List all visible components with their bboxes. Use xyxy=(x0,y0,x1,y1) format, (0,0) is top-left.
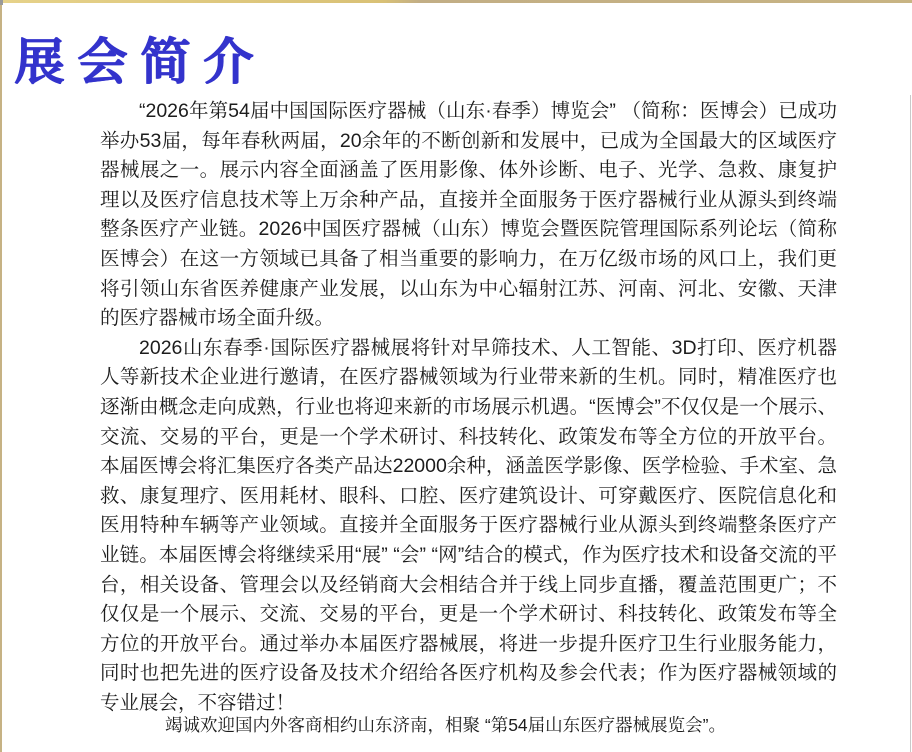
top-gold-border xyxy=(0,0,912,3)
top-left-corner-mark xyxy=(0,0,3,5)
closing-invitation-line: 竭诚欢迎国内外客商相约山东济南，相聚 “第54届山东医疗器械展览会”。 xyxy=(165,715,726,735)
left-gold-border xyxy=(0,0,2,752)
right-gray-border xyxy=(910,95,911,752)
intro-body xyxy=(100,97,837,718)
intro-paragraph-1: “2026年第54届中国国际医疗器械（山东·春季）博览会” （简称：医博会）已成功举办53届，每年春秋两届，20余年的不断创新和发展中，已成为全国最大的区域医疗器械展之一。展示内容全面涵盖了医用影像、体外诊断、电子、光学、急救、康复护理以及医疗信息技术等上万余种产品，直接并全面服务于医疗器械行业从源头到终端整条医疗产业链。2026中国医疗器械（山东）博览会暨医院管理国际系列论坛（简称医博会）在这一方领域已具备了相当重要的影响力，在万亿级市场的风口上，我们更将引领山东省医养健康产业发展，以山东为中心辐射江苏、河南、河北、安徽、天津的医疗器械市场全面升级。 xyxy=(100,100,837,330)
page-title: 展会简介 xyxy=(14,32,266,91)
intro-paragraph-2: 2026山东春季·国际医疗器械展将针对早筛技术、人工智能、3D打印、医疗机器人等新技术企业进行邀请，在医疗器械领域为行业带来新的生机。同时，精准医疗也逐渐由概念走向成熟，行业也将迎来新的市场展示机遇。“医博会”不仅仅是一个展示、交流、交易的平台，更是一个学术研讨、科技转化、政策发布等全方位的开放平台。本届医博会将汇集医疗各类产品达22000余种，涵盖医学影像、医学检验、手术室、急救、康复理疗、医用耗材、眼科、口腔、医疗建筑设计、可穿戴医疗、医院信息化和医用特种车辆等产业领域。直接并全面服务于医疗器械行业从源头到终端整条医疗产业链。本届医博会将继续采用“展” “会” “网”结合的模式，作为医疗技术和设备交流的平台，相关设备、管理会以及经销商大会相结合并于线上同步直播，覆盖范围更广；不仅仅是一个展示、交流、交易的平台，更是一个学术研讨、科技转化、政策发布等全方位的开放平台。通过举办本届医疗器械展，将进一步提升医疗卫生行业服务能力，同时也把先进的医疗设备及技术介绍给各医疗机构及参会代表；作为医疗器械领域的专业展会，不容错过！ xyxy=(100,336,837,714)
